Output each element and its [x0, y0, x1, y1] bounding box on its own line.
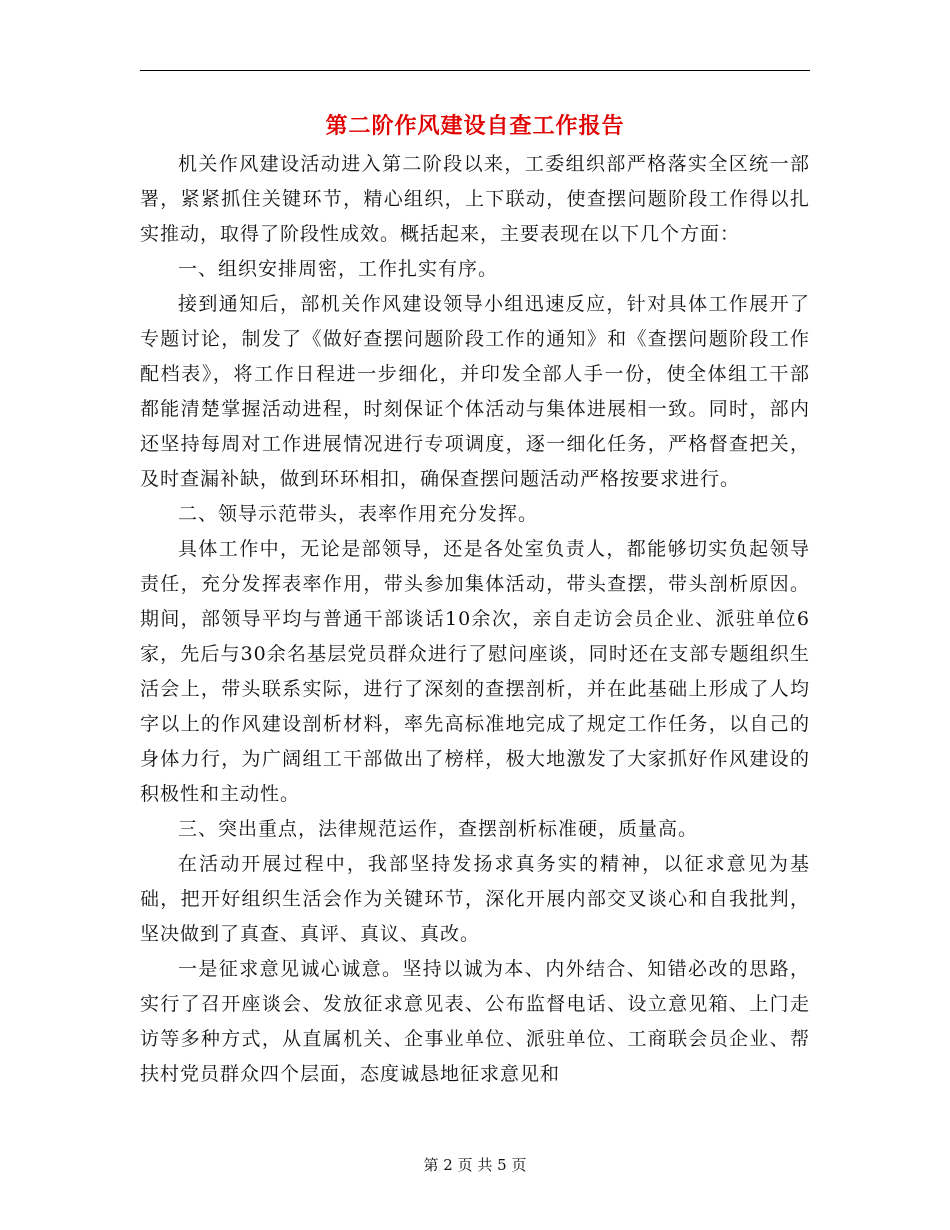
document-title: 第二阶作风建设自查工作报告 [325, 113, 625, 139]
document-body [140, 147, 810, 1092]
paragraph-section-2: 具体工作中，无论是部领导，还是各处室负责人，都能够切实负起领导责任，充分发挥表率作用，带头参加集体活动，带头查摆，带头剖析原因。期间，部领导平均与普通干部谈话10余次，亲自走访会员企业、派驻单位6家，先后与30余名基层党员群众进行了慰问座谈，同时还在支部专题组织生活会上，带头联系实际，进行了深刻的查摆剖析，并在此基础上形成了人均字以上的作风建设剖析材料，率先高标准地完成了规定工作任务，以自己的身体力行，为广阔组工干部做出了榜样，极大地激发了大家抓好作风建设的积极性和主动性。 [140, 538, 810, 805]
paragraph-point-1: 一是征求意见诚心诚意。坚持以诚为本、内外结合、知错必改的思路，实行了召开座谈会、发放征求意见表、公布监督电话、设立意见箱、上门走访等多种方式，从直属机关、企事业单位、派驻单位、工商联会员企业、帮扶村党员群众四个层面，态度诚恳地征求意见和 [140, 958, 810, 1085]
paragraph-section-1: 接到通知后，部机关作风建设领导小组迅速反应，针对具体工作展开了专题讨论，制发了《做好查摆问题阶段工作的通知》和《查摆问题阶段工作配档表》，将工作日程进一步细化，并印发全部人手一份，使全体组工干部都能清楚掌握活动进程，时刻保证个体活动与集体进展相一致。同时，部内还坚持每周对工作进展情况进行专项调度，逐一细化任务，严格督查把关，及时查漏补缺，做到环环相扣，确保查摆问题活动严格按要求进行。 [140, 293, 810, 490]
section-heading-1: 一、组织安排周密，工作扎实有序。 [178, 258, 499, 280]
paragraph-intro: 机关作风建设活动进入第二阶段以来，工委组织部严格落实全区统一部署，紧紧抓住关键环节，精心组织，上下联动，使查摆问题阶段工作得以扎实推动，取得了阶段性成效。概括起来，主要表现在以下几个方面： [140, 153, 810, 245]
section-heading-3: 三、突出重点，法律规范运作，查摆剖析标准硬，质量高。 [178, 818, 699, 840]
paragraph-section-3: 在活动开展过程中，我部坚持发扬求真务实的精神，以征求意见为基础，把开好组织生活会作为关键环节，深化开展内部交叉谈心和自我批判，坚决做到了真查、真评、真议、真改。 [140, 853, 810, 945]
header-rule [140, 70, 810, 71]
page-number-footer: 第 2 页 共 5 页 [423, 1156, 527, 1174]
section-heading-2: 二、领导示范带头，表率作用充分发挥。 [178, 503, 539, 525]
